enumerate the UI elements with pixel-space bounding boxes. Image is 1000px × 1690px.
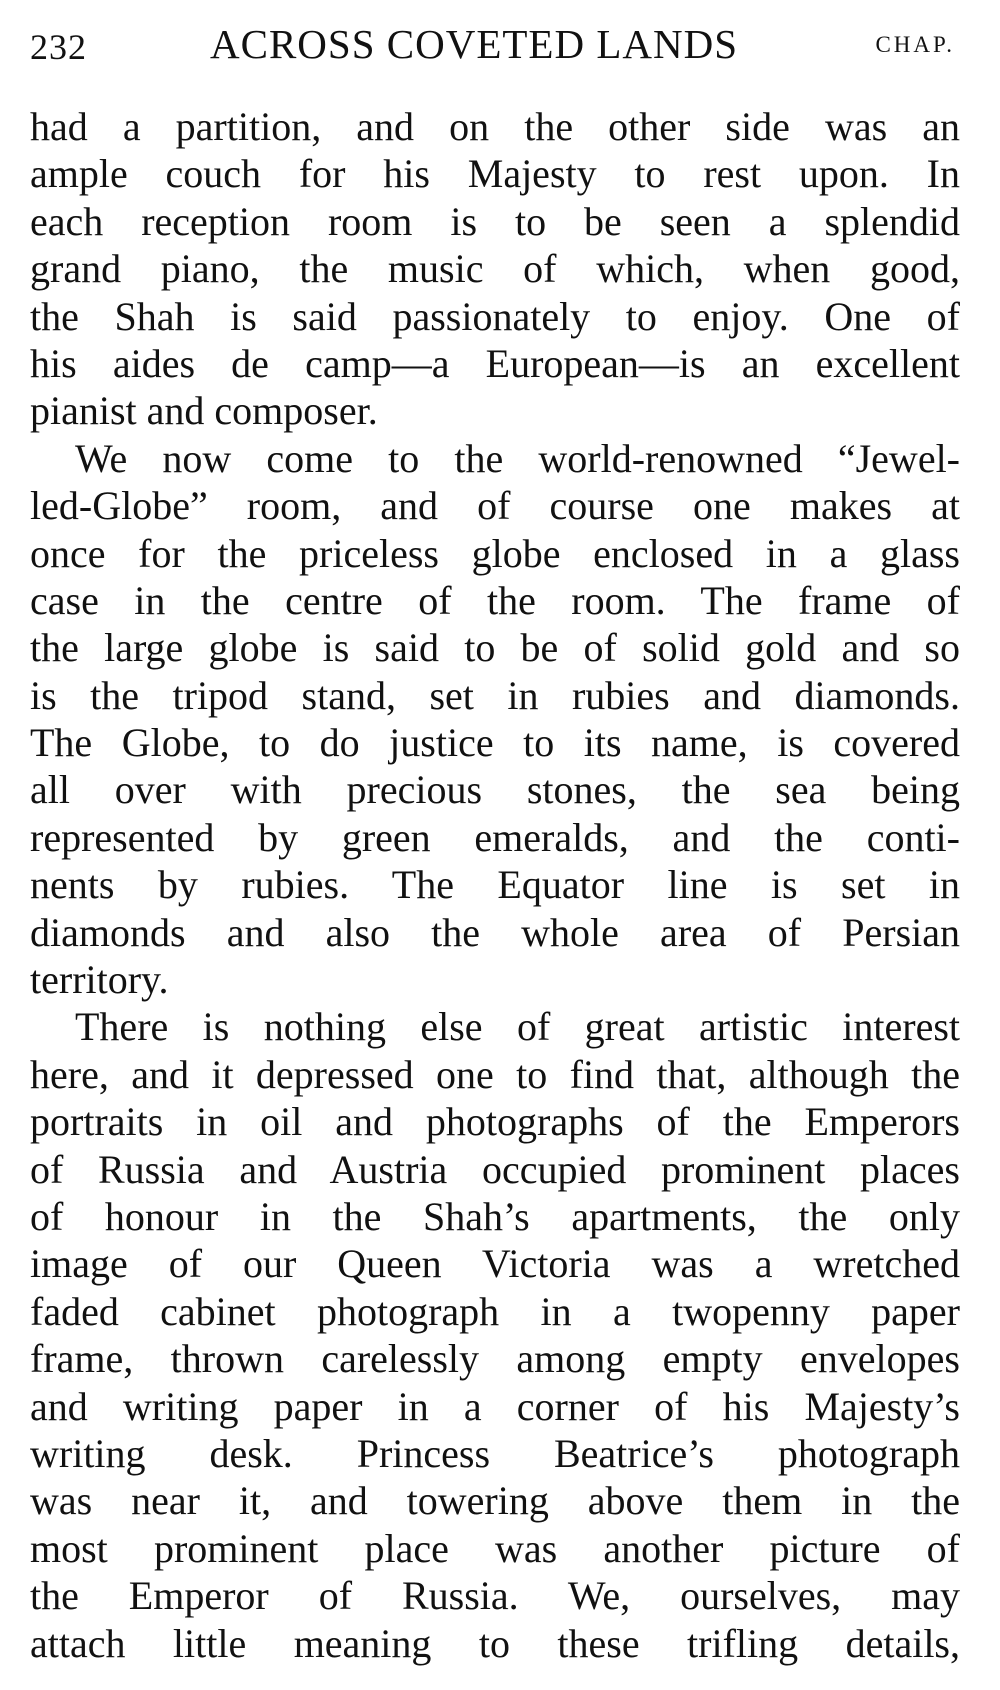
text-line: case in the centre of the room. The frame of bbox=[30, 577, 960, 623]
text-line: his aides de camp—a European—is an excellent bbox=[30, 340, 960, 386]
text-line: had a partition, and on the other side was an bbox=[30, 104, 960, 149]
page-number: 232 bbox=[30, 27, 87, 67]
text-line: ample couch for his Majesty to rest upon. In bbox=[30, 151, 960, 197]
text-line: attach little meaning to these trifling details, bbox=[30, 1620, 960, 1666]
book-title: ACROSS COVETED LANDS bbox=[210, 21, 738, 67]
text-line: all over with precious stones, the sea being bbox=[30, 767, 960, 813]
paragraph-3 bbox=[30, 1003, 960, 1666]
text-line: image of our Queen Victoria was a wretched bbox=[30, 1241, 960, 1287]
text-line: grand piano, the music of which, when good, bbox=[30, 246, 960, 292]
text-line: represented by green emeralds, and the conti- bbox=[30, 814, 960, 860]
text-line: once for the priceless globe enclosed in a glass bbox=[30, 530, 960, 576]
text-line: the large globe is said to be of solid gold and so bbox=[30, 625, 960, 671]
text-line: pianist and composer. bbox=[30, 388, 378, 434]
chapter-abbreviation: CHAP. bbox=[875, 32, 955, 57]
body-text bbox=[30, 103, 960, 1667]
paragraph-2 bbox=[30, 435, 960, 1004]
text-line: the Shah is said passionately to enjoy. One of bbox=[30, 293, 960, 339]
text-line: was near it, and towering above them in the bbox=[30, 1478, 960, 1524]
text-line: of honour in the Shah’s apartments, the only bbox=[30, 1193, 960, 1239]
text-line: frame, thrown carelessly among empty envelopes bbox=[30, 1336, 960, 1382]
text-line: each reception room is to be seen a splendid bbox=[30, 198, 960, 244]
text-line: faded cabinet photograph in a twopenny paper bbox=[30, 1288, 960, 1334]
running-head bbox=[30, 20, 955, 70]
text-line: most prominent place was another picture of bbox=[30, 1525, 960, 1571]
text-line: portraits in oil and photographs of the Emperors bbox=[30, 1099, 960, 1145]
text-line: The Globe, to do justice to its name, is covered bbox=[30, 720, 960, 766]
text-line: is the tripod stand, set in rubies and diamonds. bbox=[30, 672, 960, 718]
text-line: diamonds and also the whole area of Persian bbox=[30, 909, 960, 955]
text-line: the Emperor of Russia. We, ourselves, may bbox=[30, 1573, 960, 1619]
text-line: and writing paper in a corner of his Majesty’s bbox=[30, 1383, 960, 1429]
text-line: nents by rubies. The Equator line is set in bbox=[30, 862, 960, 908]
text-line: here, and it depressed one to find that, although the bbox=[30, 1051, 960, 1097]
text-line: territory. bbox=[30, 957, 169, 1003]
text-line: We now come to the world-renowned “Jewel- bbox=[75, 435, 960, 481]
text-line: of Russia and Austria occupied prominent places bbox=[30, 1146, 960, 1192]
text-line: writing desk. Princess Beatrice’s photograph bbox=[30, 1430, 960, 1476]
text-line: There is nothing else of great artistic interest bbox=[75, 1004, 960, 1050]
paragraph-1 bbox=[30, 103, 960, 435]
text-line: led-Globe” room, and of course one makes at bbox=[30, 483, 960, 529]
